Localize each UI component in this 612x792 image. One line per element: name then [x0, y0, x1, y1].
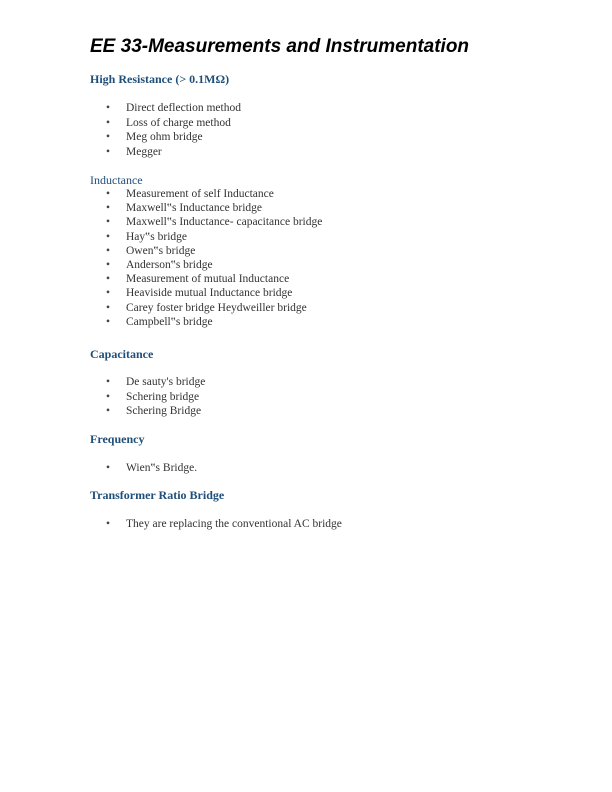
list-item: • Measurement of mutual Inductance: [90, 272, 322, 286]
list-item: • Campbell‟s bridge: [90, 315, 322, 329]
list-item: • Schering Bridge: [90, 404, 205, 419]
page-title: EE 33-Measurements and Instrumentation: [90, 36, 470, 57]
transformer-ratio-bridge-list: [90, 517, 342, 532]
list-item: • Measurement of self Inductance: [90, 187, 322, 201]
section-heading-high-resistance: High Resistance (> 0.1MΩ): [90, 72, 230, 86]
list-item: • Heaviside mutual Inductance bridge: [90, 286, 322, 300]
list-item: • Schering bridge: [90, 390, 205, 405]
list-item: • Megger: [90, 145, 241, 160]
list-item: • Meg ohm bridge: [90, 130, 241, 145]
section-heading-inductance: Inductance: [90, 173, 143, 187]
section-heading-frequency: Frequency: [90, 432, 145, 446]
high-resistance-list: [90, 101, 241, 160]
list-item: • Carey foster bridge Heydweiller bridge: [90, 301, 322, 315]
list-item: • Loss of charge method: [90, 116, 241, 131]
frequency-list: [90, 461, 197, 476]
list-item: • Wien‟s Bridge.: [90, 461, 197, 476]
list-item: • Anderson‟s bridge: [90, 258, 322, 272]
list-item: • Direct deflection method: [90, 101, 241, 116]
section-heading-capacitance: Capacitance: [90, 347, 154, 361]
list-item: • Hay‟s bridge: [90, 230, 322, 244]
list-item: • Owen‟s bridge: [90, 244, 322, 258]
capacitance-list: [90, 375, 205, 419]
inductance-list: [90, 187, 322, 329]
list-item: • They are replacing the conventional AC bridge: [90, 517, 342, 532]
list-item: • De sauty's bridge: [90, 375, 205, 390]
section-heading-transformer-ratio-bridge: Transformer Ratio Bridge: [90, 488, 225, 502]
list-item: • Maxwell‟s Inductance bridge: [90, 201, 322, 215]
list-item: • Maxwell‟s Inductance- capacitance bridge: [90, 215, 322, 229]
